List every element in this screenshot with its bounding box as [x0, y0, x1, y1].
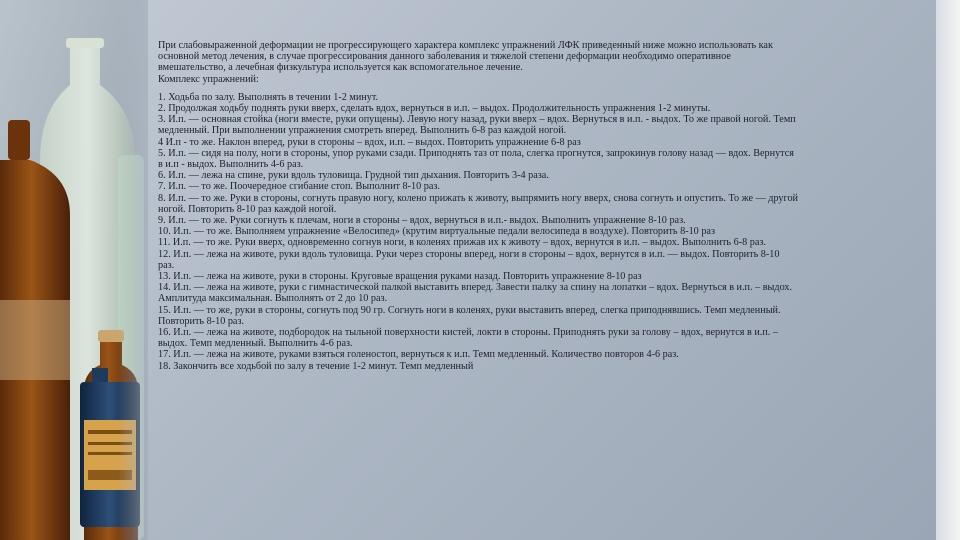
exercise-item: 10. И.п. — то же. Выполняем упражнение «Велосипед» (крутим виртуальные педали велосипеда в воздухе). Повторить 8-10 раз: [158, 226, 715, 238]
exercise-list: [158, 92, 798, 372]
exercise-item: 15. И.п. — то же, руки в стороны, согнуть под 90 гр. Согнуть ноги в коленях, руки выставить вперед, слегка приподнявшись. Темп медленный. Повторить 8-10 раз.: [158, 304, 781, 327]
exercise-item: 7. И.п. — то же. Поочередное сгибание стоп. Выполнит 8-10 раз.: [158, 181, 440, 193]
exercise-item: 12. И.п. — лежа на животе, руки вдоль туловища. Руки через стороны вперед, ноги в стороны – вдох, вернутся в и.п. — выдох. Повторить 8-10 раз.: [158, 248, 780, 271]
exercise-item: 5. И.п. — сидя на полу, ноги в стороны, упор руками сзади. Приподнять таз от пола, слегка прогнутся, запрокинув голову назад — вдох. Вернутся в и.п - выдох. Выполнить 4-6 раз.: [158, 147, 794, 171]
exercise-item: 2. Продолжая ходьбу поднять руки вверх, сделать вдох, вернуться в и.п. – выдох. Продолжительность упражнения 1-2 минуты.: [158, 103, 711, 115]
exercise-item: 17. И.п. — лежа на животе, руками взяться голеностоп, вернуться к и.п. Темп медленный. Количество повторов 4-6 раз.: [158, 349, 679, 361]
right-edge-strip: [936, 0, 960, 540]
exercise-item: 18. Закончить все ходьбой по залу в течение 1-2 минут. Темп медленный: [158, 360, 474, 372]
text-content: [158, 40, 798, 372]
exercise-item: 4 И.п - то же. Наклон вперед, руки в стороны – вдох, и.п. – выдох. Повторить упражнение 6-8 раз: [158, 136, 581, 148]
exercise-item: 16. И.п. — лежа на животе, подбородок на тыльной поверхности кистей, локти в стороны. Приподнять руки за голову – вдох, вернутся в и.п. – выдох. Темп медленный. Выполнить 4-6 раз.: [158, 327, 778, 350]
complex-heading: Комплекс упражнений:: [158, 73, 259, 85]
intro-block: [158, 40, 798, 85]
exercise-item: 1. Ходьба по залу. Выполнять в течении 1-2 минут.: [158, 91, 379, 103]
exercise-item: 9. И.п. — то же. Руки согнуть к плечам, ноги в стороны – вдох, вернуться в и.п.- выдох. Выполнить упражнение 8-10 раз.: [158, 215, 686, 227]
exercise-item: 6. И.п. — лежа на спине, руки вдоль туловища. Грудной тип дыхания. Повторить 3-4 раза.: [158, 170, 549, 182]
exercise-item: 11. И.п. — то же. Руки вверх, одновременно согнув ноги, в коленях прижав их к животу – вдох, вернутся в и.п. – выдох. Выполнить 6-8 раз.: [158, 237, 766, 249]
exercise-item: 13. И.п. — лежа на животе, руки в стороны. Круговые вращения руками назад. Повторить упражнение 8-10 раз: [158, 271, 642, 283]
exercise-item: 3. И.п. — основная стойка (ноги вместе, руки опущены). Левую ногу назад, руки вверх – вдох. Вернуться в и.п. - выдох. То же правой ногой. Темп медленный. При выполнении упражнения смотреть вперед. Выполнить 6-8 раз каждой ногой.: [158, 114, 796, 137]
bottles-photo: [0, 0, 148, 540]
exercise-item: 8. И.п. — то же. Руки в стороны, согнуть правую ногу, колено прижать к животу, выпрямить ногу вверх, снова согнуть и опустить. То же — другой ногой. Повторить 8-10 раз каждой ногой.: [158, 192, 798, 215]
photo-fade: [118, 0, 148, 540]
intro-paragraph: При слабовыраженной деформации не прогрессирующего характера комплекс упражнений ЛФК приведенный ниже можно использовать как основной метод лечения, в случае прогрессирования данного заболевания и тяжелой степени деформации необходимо оперативное вмешательство, а лечебная физкультура используется как вспомогательное лечение.: [158, 40, 773, 74]
exercise-item: 14. И.п. — лежа на животе, руки с гимнастической палкой выставить вперед. Завести палку за спину на лопатки – вдох. Вернуться в и.п. – выдох. Амплитуда максимальная. Выполнять от 2 до 10 раз.: [158, 282, 793, 305]
